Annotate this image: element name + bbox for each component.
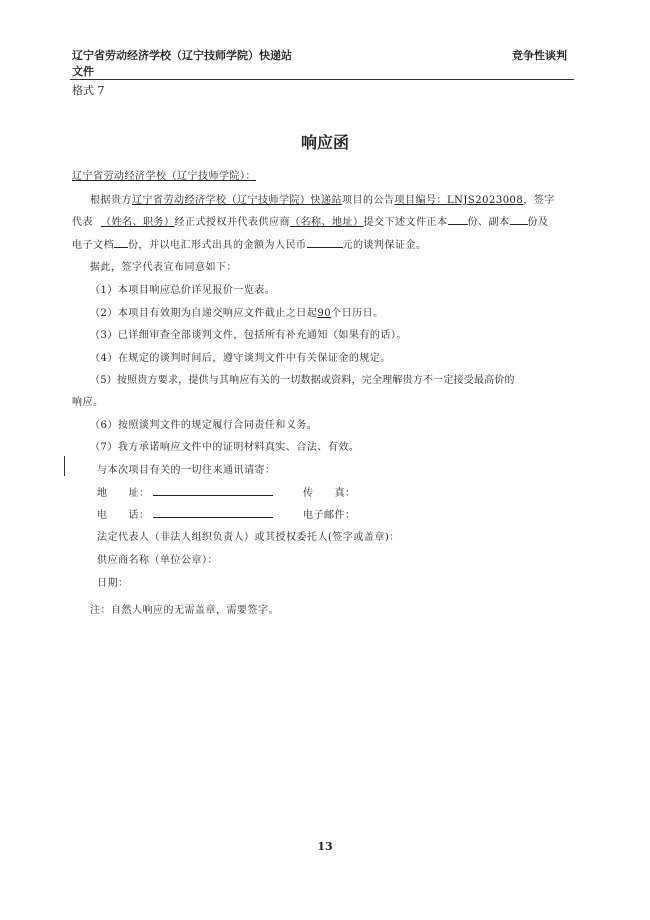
page-number: 13: [317, 840, 333, 853]
supplier-label: 供应商名称（单位公章）：: [97, 555, 218, 566]
supplier-name-address: （名称、地址）: [290, 217, 364, 228]
edoc-count-blank[interactable]: [114, 247, 128, 248]
intro-line-3: [72, 236, 427, 251]
fax-label: 传 真：: [303, 488, 356, 499]
intro-text-amount: 份，并以电汇形式出具的金额为人民币: [128, 240, 307, 251]
item-4: （4）在规定的谈判时间后，遵守谈判文件中有关保证金的规定。: [90, 353, 391, 364]
legal-rep-label: 法定代表人（非法人组织负责人）或其授权委托人(签字或盖章)：: [97, 532, 400, 543]
item-2-text: （2）本项目有效期为自递交响应文件截止之日起: [90, 308, 318, 319]
note: 注：自然人响应的无需盖章，需要签字。: [90, 605, 279, 616]
item-5-cont: 响应。: [72, 397, 104, 408]
item-7: （7）我方承诺响应文件中的证明材料真实、合法、有效。: [90, 442, 360, 453]
intro-text-c: 项目的公告: [342, 195, 395, 206]
item-6: （6）按照谈判文件的规定履行合同责任和义务。: [90, 420, 318, 431]
address-label: 地 址：: [97, 488, 150, 499]
intro-text-deposit: 元的谈判保证金。: [342, 240, 427, 251]
phone-label: 电 话：: [97, 510, 150, 521]
amount-blank[interactable]: [307, 247, 343, 248]
header-rule: [70, 79, 574, 80]
intro-text-orig: 提交下述文件正本: [363, 217, 448, 228]
header-left-line2: 文件: [72, 65, 94, 78]
format-label: 格式 7: [72, 84, 105, 97]
intro-text-copy: 份、副本: [467, 217, 510, 228]
intro-text-auth: 经正式授权并代表供应商: [174, 217, 290, 228]
item-1: （1）本项目响应总价详见报价一览表。: [90, 285, 276, 296]
item-3: （3）已详细审查全部谈判文件，包括所有补充通知（如果有的话）。: [90, 330, 407, 341]
declaration: 据此，签字代表宣布同意如下：: [90, 262, 237, 273]
intro-text-a: 根据贵方: [90, 195, 132, 206]
project-name: 辽宁省劳动经济学校（辽宁技师学院）快递站: [132, 195, 342, 206]
item-5: （5）按照贵方要求，提供与其响应有关的一切数据或资料，完全理解贵方不一定接受最高价的: [90, 375, 515, 386]
item-2: [90, 304, 384, 319]
intro-text-e: ，签字: [523, 195, 555, 206]
header-left-line1: 辽宁省劳动经济学校（辽宁技师学院）快递站: [72, 49, 292, 62]
validity-days: 90: [317, 308, 332, 319]
copy-count-blank[interactable]: [510, 224, 528, 225]
email-label: 电子邮件：: [303, 510, 356, 521]
text-cursor: [64, 456, 65, 476]
intro-line-2: [72, 213, 549, 228]
intro-text-rep: 代表: [72, 217, 93, 228]
phone-field[interactable]: [153, 517, 273, 518]
item-2-text-end: 个日历日。: [331, 308, 384, 319]
rep-name-title: （姓名、职务）: [101, 217, 175, 228]
address-field[interactable]: [153, 495, 273, 496]
intro-text-and: 份及: [527, 217, 549, 228]
addressee: 辽宁省劳动经济学校（辽宁技师学院）：: [72, 171, 256, 182]
intro-line-1: [90, 191, 555, 206]
header-right: 竞争性谈判: [512, 49, 567, 62]
contact-intro: 与本次项目有关的一切往来通讯请寄：: [97, 465, 276, 476]
original-count-blank[interactable]: [448, 224, 468, 225]
page-title: 响应函: [300, 133, 349, 152]
date-label: 日期：: [97, 578, 129, 589]
project-number: 项目编号：LNJS2023008: [394, 195, 524, 206]
intro-text-edoc: 电子文档: [72, 240, 114, 251]
